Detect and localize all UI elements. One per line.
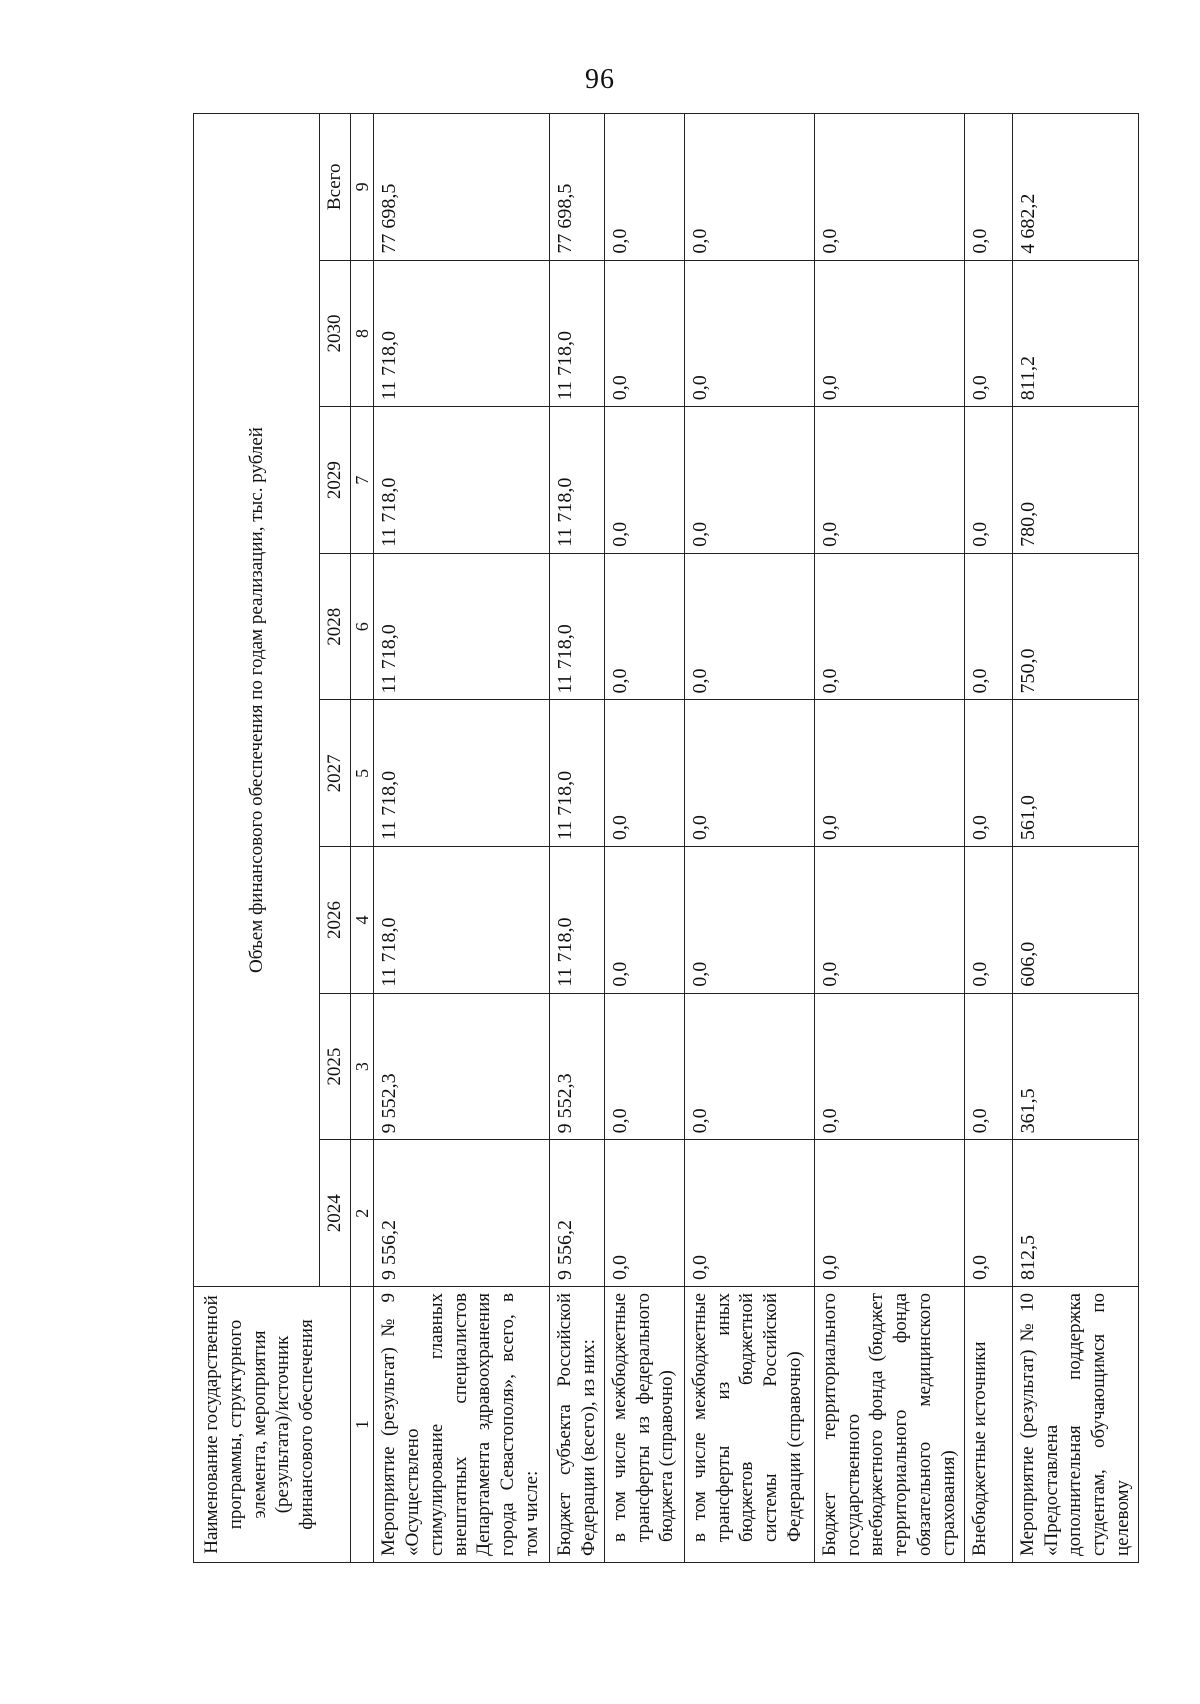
- value-cell: 0,0: [684, 847, 814, 994]
- column-number: 7: [350, 407, 374, 554]
- year-header: 2026: [320, 847, 351, 994]
- value-cell: 0,0: [814, 847, 964, 994]
- value-cell: 11 718,0: [374, 260, 550, 407]
- value-cell: 0,0: [964, 407, 1012, 554]
- value-cell: 0,0: [684, 553, 814, 700]
- value-cell: 9 556,2: [374, 1140, 550, 1287]
- value-cell: 0,0: [604, 553, 684, 700]
- row-name: Бюджет территориального государственного внебюджетного фонда (бюджет территориального фонда обязательного медицинского страхования): [814, 1287, 964, 1563]
- value-cell: 750,0: [1012, 553, 1138, 700]
- value-cell: 361,5: [1012, 993, 1138, 1140]
- value-cell: 0,0: [684, 700, 814, 847]
- year-header: 2028: [320, 553, 351, 700]
- value-cell: 11 718,0: [374, 407, 550, 554]
- value-cell: 0,0: [684, 1140, 814, 1287]
- value-cell: 0,0: [814, 1140, 964, 1287]
- table-row: [814, 114, 964, 1563]
- value-cell: 77 698,5: [374, 114, 550, 261]
- year-header: 2030: [320, 260, 351, 407]
- value-cell: 9 556,2: [550, 1140, 605, 1287]
- value-cell: 0,0: [684, 993, 814, 1140]
- column-numbers-row: [350, 114, 374, 1563]
- value-cell: 11 718,0: [374, 553, 550, 700]
- total-header: Всего: [320, 114, 351, 261]
- financing-table: [193, 113, 1139, 1563]
- value-cell: 780,0: [1012, 407, 1138, 554]
- value-cell: 0,0: [684, 260, 814, 407]
- value-cell: 812,5: [1012, 1140, 1138, 1287]
- header-volume-cell: Объем финансового обеспечения по годам реализации, тыс. рублей: [194, 114, 320, 1287]
- value-cell: 0,0: [604, 407, 684, 554]
- rotated-table-container: [193, 113, 1133, 1563]
- table-row: [1012, 114, 1138, 1563]
- table-row: [964, 114, 1012, 1563]
- year-header: 2029: [320, 407, 351, 554]
- value-cell: 0,0: [964, 847, 1012, 994]
- column-number: 5: [350, 700, 374, 847]
- value-cell: 11 718,0: [550, 260, 605, 407]
- value-cell: 11 718,0: [550, 847, 605, 994]
- column-number: 6: [350, 553, 374, 700]
- value-cell: 11 718,0: [550, 553, 605, 700]
- value-cell: 0,0: [964, 114, 1012, 261]
- year-header: 2024: [320, 1140, 351, 1287]
- column-number: 9: [350, 114, 374, 261]
- value-cell: 11 718,0: [550, 407, 605, 554]
- value-cell: 0,0: [814, 553, 964, 700]
- value-cell: 0,0: [604, 114, 684, 261]
- column-number: 1: [350, 1287, 374, 1563]
- value-cell: 9 552,3: [550, 993, 605, 1140]
- value-cell: 811,2: [1012, 260, 1138, 407]
- page-number: 96: [585, 64, 615, 95]
- header-row: [194, 114, 320, 1563]
- value-cell: 0,0: [964, 260, 1012, 407]
- value-cell: 0,0: [814, 700, 964, 847]
- row-name: в том числе межбюджетные трансферты из иных бюджетов бюджетной системы Российской Федерации (справочно): [684, 1287, 814, 1563]
- value-cell: 0,0: [604, 700, 684, 847]
- row-name: Мероприятие (результат) № 10 «Предоставлена дополнительная поддержка студентам, обучающимся по целевому: [1012, 1287, 1138, 1563]
- value-cell: 0,0: [814, 993, 964, 1140]
- column-number: 2: [350, 1140, 374, 1287]
- table-row: [684, 114, 814, 1563]
- value-cell: 0,0: [684, 114, 814, 261]
- table-row: [374, 114, 550, 1563]
- value-cell: 0,0: [604, 260, 684, 407]
- value-cell: 0,0: [964, 993, 1012, 1140]
- column-number: 8: [350, 260, 374, 407]
- value-cell: 0,0: [814, 260, 964, 407]
- value-cell: 0,0: [604, 1140, 684, 1287]
- value-cell: 4 682,2: [1012, 114, 1138, 261]
- column-number: 4: [350, 847, 374, 994]
- table-row: [550, 114, 605, 1563]
- value-cell: 77 698,5: [550, 114, 605, 261]
- row-name: Бюджет субъекта Российской Федерации (всего), из них:: [550, 1287, 605, 1563]
- value-cell: 0,0: [964, 1140, 1012, 1287]
- value-cell: 9 552,3: [374, 993, 550, 1140]
- value-cell: 0,0: [814, 114, 964, 261]
- value-cell: 0,0: [964, 553, 1012, 700]
- year-header: 2027: [320, 700, 351, 847]
- value-cell: 11 718,0: [550, 700, 605, 847]
- value-cell: 0,0: [604, 993, 684, 1140]
- row-name: Внебюджетные источники: [964, 1287, 1012, 1563]
- value-cell: 11 718,0: [374, 847, 550, 994]
- value-cell: 0,0: [814, 407, 964, 554]
- value-cell: 561,0: [1012, 700, 1138, 847]
- row-name: в том числе межбюджетные трансферты из федерального бюджета (справочно): [604, 1287, 684, 1563]
- value-cell: 0,0: [604, 847, 684, 994]
- table-row: [604, 114, 684, 1563]
- column-number: 3: [350, 993, 374, 1140]
- year-header: 2025: [320, 993, 351, 1140]
- row-name: Мероприятие (результат) № 9 «Осуществлено стимулирование главных внештатных специалистов Департамента здравоохранения города Севастополя», всего, в том числе:: [374, 1287, 550, 1563]
- value-cell: 606,0: [1012, 847, 1138, 994]
- value-cell: 0,0: [684, 407, 814, 554]
- value-cell: 0,0: [964, 700, 1012, 847]
- header-name-cell: Наименование государственной программы, структурного элемента, мероприятия (результата)/источник финансового обеспечения: [194, 1287, 351, 1563]
- value-cell: 11 718,0: [374, 700, 550, 847]
